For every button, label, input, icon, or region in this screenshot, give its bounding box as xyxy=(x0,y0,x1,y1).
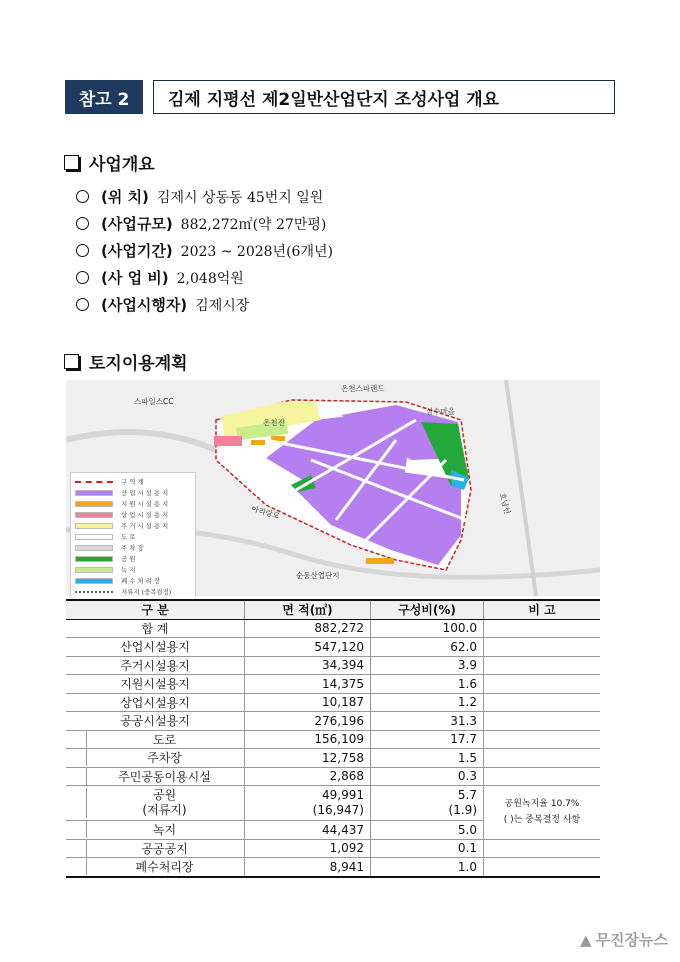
subrow-area: 44,437 xyxy=(245,821,371,840)
row-area: 14,375 xyxy=(245,675,371,694)
watermark-text: 무진장뉴스 xyxy=(595,931,668,949)
subrow-ratio: 17.7 xyxy=(371,730,484,749)
legend-label: 녹 지 xyxy=(121,566,136,574)
legend-swatch xyxy=(75,567,113,573)
col-header-category: 구 분 xyxy=(66,600,245,619)
watermark-logo xyxy=(580,929,668,950)
table-row xyxy=(66,619,600,638)
row-ratio: 62.0 xyxy=(371,638,484,657)
subrow-name xyxy=(66,786,245,821)
table-row xyxy=(66,638,600,657)
legend-swatch xyxy=(75,534,113,540)
land-use-map xyxy=(66,380,600,596)
item-value: 김제시장 xyxy=(195,298,250,314)
item-value: 김제시 상동동 45번지 일원 xyxy=(156,190,324,206)
col-header-area: 면 적(㎡) xyxy=(245,600,371,619)
row-name: 주거시설용지 xyxy=(66,656,245,675)
table-subrow xyxy=(66,767,600,786)
legend-swatch xyxy=(75,523,113,529)
item-label: (사업기간) xyxy=(101,242,173,260)
overview-item-location xyxy=(76,186,323,207)
legend-swatch xyxy=(75,578,113,584)
subrow-name xyxy=(66,767,245,786)
row-ratio: 1.2 xyxy=(371,693,484,712)
subrow-ratio xyxy=(371,786,484,821)
subrow-ratio: 1.5 xyxy=(371,749,484,768)
subrow-ratio-main: 5.7 xyxy=(457,788,477,802)
legend-label: 주 거 시 설 용 지 xyxy=(121,522,169,530)
row-area: 34,394 xyxy=(245,656,371,675)
subrow-ratio: 5.0 xyxy=(371,821,484,840)
subrow-name-text: 폐수처리장 xyxy=(86,858,238,875)
subrow-name-text: 주차장 xyxy=(86,749,238,766)
legend-row xyxy=(75,509,191,520)
subrow-name-text: 공원 xyxy=(152,788,177,802)
subrow-ratio: 0.1 xyxy=(371,839,484,858)
legend-swatch xyxy=(75,591,113,593)
row-area: 547,120 xyxy=(245,638,371,657)
section-title: 사업개요 xyxy=(89,155,155,175)
circle-bullet-icon xyxy=(76,217,89,230)
legend-row xyxy=(75,498,191,509)
subrow-area-sub: (16,947) xyxy=(312,803,364,817)
item-value: 2023 ~ 2028년(6개년) xyxy=(180,244,333,260)
table-row xyxy=(66,675,600,694)
subrow-name xyxy=(66,730,245,749)
land-use-table xyxy=(66,599,600,878)
subrow-area xyxy=(245,786,371,821)
item-label: (위 치) xyxy=(101,188,149,206)
item-label: (사업규모) xyxy=(101,215,173,233)
row-name: 산업시설용지 xyxy=(66,638,245,657)
legend-swatch xyxy=(75,481,113,483)
circle-bullet-icon xyxy=(76,244,89,257)
item-label: (사업시행자) xyxy=(101,296,188,314)
legend-label: 도 로 xyxy=(121,533,136,541)
circle-bullet-icon xyxy=(76,190,89,203)
legend-row xyxy=(75,520,191,531)
subrow-area: 12,758 xyxy=(245,749,371,768)
subrow-name-sub: (저류지) xyxy=(142,803,187,817)
row-area: 882,272 xyxy=(245,619,371,638)
remarks-note-1: 공원녹지율 10.7% xyxy=(504,799,580,810)
legend-row xyxy=(75,575,191,586)
legend-label: 폐 수 처 리 장 xyxy=(121,577,160,585)
section-title: 토지이용계획 xyxy=(89,354,188,374)
legend-row xyxy=(75,531,191,542)
map-label-onchunjin: 온천진 xyxy=(263,418,285,427)
map-label-spa: 스파일스CC xyxy=(134,397,174,406)
subrow-area-main: 49,991 xyxy=(322,788,364,802)
map-label-sundong: 순동산업단지 xyxy=(296,571,340,580)
section-overview-heading xyxy=(64,150,155,175)
item-value: 2,048억원 xyxy=(176,271,244,287)
subrow-area: 156,109 xyxy=(245,730,371,749)
row-ratio: 31.3 xyxy=(371,712,484,731)
legend-label: 상 업 시 설 용 지 xyxy=(121,511,169,519)
reference-tag: 참고 2 xyxy=(65,80,143,114)
subrow-name-text: 공공공지 xyxy=(86,840,238,857)
row-name: 공공시설용지 xyxy=(66,712,245,731)
legend-label: 저류지 (중복결정) xyxy=(121,588,172,596)
table-subrow xyxy=(66,786,600,821)
item-value: 882,272㎡(약 27만평) xyxy=(180,217,327,233)
mountain-icon: ▲ xyxy=(580,930,592,949)
legend-swatch xyxy=(75,490,113,496)
section-landuse-heading xyxy=(64,349,188,374)
row-area: 10,187 xyxy=(245,693,371,712)
subrow-ratio: 1.0 xyxy=(371,858,484,877)
row-name: 합 계 xyxy=(66,619,245,638)
legend-swatch xyxy=(75,545,113,551)
map-label-samsu: 삼수마을 xyxy=(426,407,455,416)
subrow-area: 8,941 xyxy=(245,858,371,877)
subrow-name-text: 녹지 xyxy=(86,821,238,838)
row-name: 지원시설용지 xyxy=(66,675,245,694)
overview-item-period xyxy=(76,240,333,261)
circle-bullet-icon xyxy=(76,298,89,311)
legend-swatch xyxy=(75,512,113,518)
map-label-road: 아리랑로 xyxy=(250,504,281,521)
legend-row xyxy=(75,553,191,564)
legend-swatch xyxy=(75,501,113,507)
legend-row xyxy=(75,487,191,498)
remarks-cell xyxy=(484,786,601,840)
checkbox-bullet-icon xyxy=(64,155,79,170)
table-subrow xyxy=(66,839,600,858)
legend-row xyxy=(75,586,191,596)
table-subrow xyxy=(66,858,600,877)
table-row xyxy=(66,712,600,731)
overview-item-scale xyxy=(76,213,326,234)
subrow-ratio-sub: (1.9) xyxy=(448,803,477,817)
subrow-name-text: 주민공동이용시설 xyxy=(86,768,238,785)
subrow-name xyxy=(66,749,245,768)
legend-row xyxy=(75,564,191,575)
legend-label: 주 차 장 xyxy=(121,544,144,552)
subrow-name xyxy=(66,821,245,840)
remarks-note-2: ( )는 중복결정 사항 xyxy=(503,815,581,826)
table-subrow xyxy=(66,730,600,749)
row-ratio: 3.9 xyxy=(371,656,484,675)
legend-label: 구 역 계 xyxy=(121,478,144,486)
table-row xyxy=(66,693,600,712)
item-label: (사 업 비) xyxy=(101,269,169,287)
page-title: 김제 지평선 제2일반산업단지 조성사업 개요 xyxy=(153,80,615,114)
row-ratio: 100.0 xyxy=(371,619,484,638)
map-label-hoseon: 호남선 xyxy=(497,491,513,516)
legend-label: 지 원 시 설 용 지 xyxy=(121,500,169,508)
table-row xyxy=(66,656,600,675)
subrow-area: 2,868 xyxy=(245,767,371,786)
overview-item-cost xyxy=(76,267,244,288)
col-header-remarks: 비 고 xyxy=(484,600,601,619)
map-legend xyxy=(70,472,196,596)
subrow-area: 1,092 xyxy=(245,839,371,858)
table-header-row xyxy=(66,600,600,619)
legend-label: 산 업 시 설 용 지 xyxy=(121,489,169,497)
col-header-ratio: 구성비(%) xyxy=(371,600,484,619)
legend-swatch xyxy=(75,556,113,562)
subrow-ratio: 0.3 xyxy=(371,767,484,786)
legend-row xyxy=(75,476,191,487)
subrow-name xyxy=(66,839,245,858)
table-subrow xyxy=(66,749,600,768)
row-area: 276,196 xyxy=(245,712,371,731)
legend-label: 공 원 xyxy=(121,555,136,563)
overview-item-operator xyxy=(76,294,249,315)
subrow-name-text: 도로 xyxy=(86,731,238,748)
map-label-onchun: 온천스파랜드 xyxy=(341,384,385,393)
legend-row xyxy=(75,542,191,553)
row-ratio: 1.6 xyxy=(371,675,484,694)
checkbox-bullet-icon xyxy=(64,354,79,369)
row-name: 상업시설용지 xyxy=(66,693,245,712)
subrow-name xyxy=(66,858,245,877)
circle-bullet-icon xyxy=(76,271,89,284)
